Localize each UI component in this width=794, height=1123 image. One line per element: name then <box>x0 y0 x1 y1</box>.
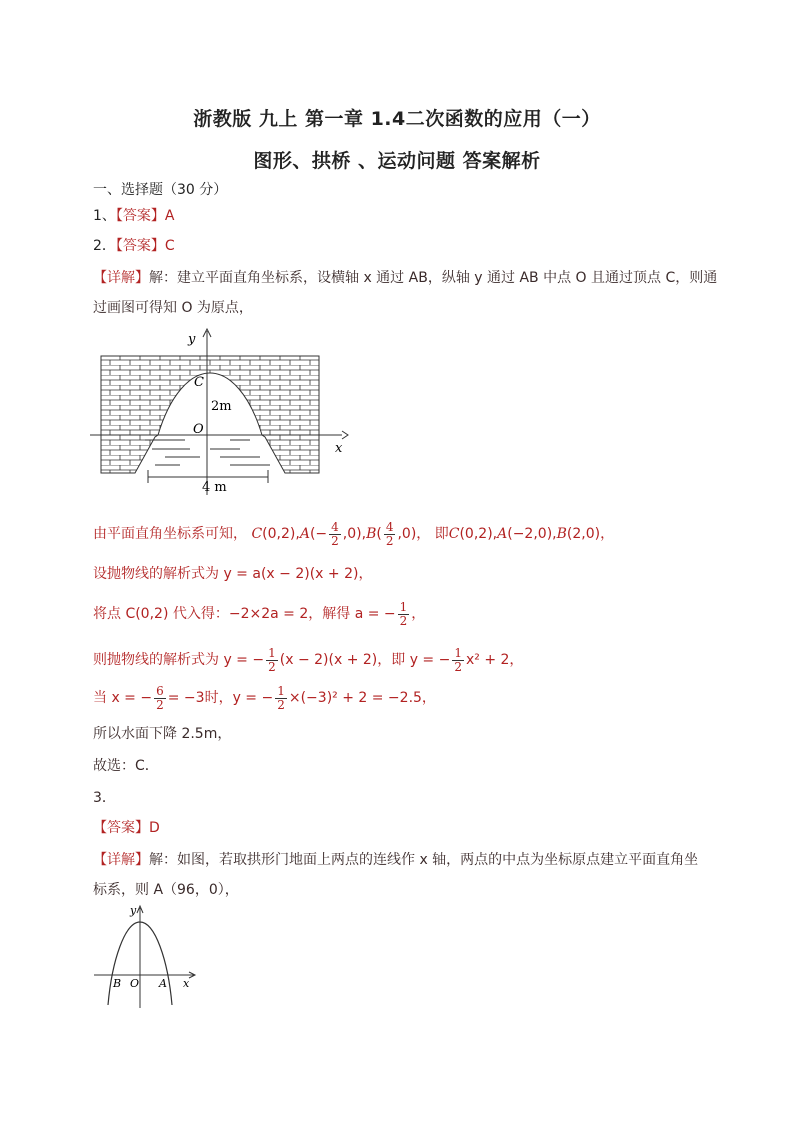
fig1-c-label: C <box>194 375 204 390</box>
fig2-x-label: x <box>183 977 190 990</box>
q2-step6: 所以水面下降 2.5m， <box>93 726 232 742</box>
q1-number: 1、 <box>93 208 116 224</box>
q3-detail-tag: 【详解】 <box>93 852 149 868</box>
page-subtitle: 图形、拱桥 、运动问题 答案解析 <box>253 150 541 172</box>
q3-answer <box>93 818 160 838</box>
section-heading: 一、选择题（30 分） <box>93 182 228 198</box>
fig2-y-label: y <box>130 904 137 917</box>
q2-answer-tag: 【答案】 <box>115 238 165 254</box>
q2-number: 2． <box>93 238 116 254</box>
q2-step1: 由平面直角坐标系可知， C(0,2),A(− $\frac{4}{2}$ ,0),B( $\frac{4}{2}$ ,0)， 即C(0,2),A(−2,0),B(2,0)， <box>93 519 615 548</box>
brick-wall <box>101 356 319 473</box>
parabola-figure <box>90 900 200 1010</box>
q3-detail-text1: 解：如图，若取拱形门地面上两点的连线作 x 轴，两点的中点为坐标原点建立平面直角坐 <box>149 852 699 868</box>
q3-answer-tag: 【答案】 <box>93 820 149 836</box>
q3-detail-line2: 标系，则 A（96，0）， <box>93 882 239 898</box>
fig2-b-label: B <box>113 977 122 990</box>
q3-detail-line1 <box>93 850 698 870</box>
q1-answer <box>93 206 175 226</box>
fig1-height-label: 2m <box>211 399 232 414</box>
q2-step7: 故选：C． <box>93 758 159 774</box>
fig2-a-label: A <box>159 977 167 990</box>
fig1-width-label: 4 m <box>202 480 227 495</box>
q2-step5: 当 x = − $\frac{6}{2}$ = −3时，y = − $\frac{1}{2}$ ×(−3)² + 2 = −2.5， <box>93 683 436 712</box>
bridge-figure <box>90 325 350 500</box>
q1-answer-tag: 【答案】 <box>115 208 165 224</box>
q2-answer-value: C <box>164 238 175 254</box>
fig1-y-label: y <box>188 332 196 347</box>
q2-detail-line1 <box>93 268 717 288</box>
fig2-o-label: O <box>130 977 140 990</box>
q1-answer-value: A <box>164 208 175 224</box>
fig1-o-label: O <box>193 422 204 437</box>
q2-step2: 设抛物线的解析式为 y = a(x − 2)(x + 2)， <box>93 566 373 582</box>
q3-number: 3． <box>93 790 116 806</box>
page-title: 浙教版 九上 第一章 1.4二次函数的应用（一） <box>193 108 601 130</box>
q2-answer <box>93 236 175 256</box>
q2-detail-tag: 【详解】 <box>93 270 149 286</box>
q2-step3: 将点 C(0,2) 代入得：−2×2a = 2，解得 a = − $\frac{1}{2}$ ， <box>93 599 426 628</box>
q2-detail-text1: 解：建立平面直角坐标系，设横轴 x 通过 AB，纵轴 y 通过 AB 中点 O 且通过顶点 C，则通 <box>149 270 718 286</box>
fig1-x-label: x <box>335 441 343 456</box>
q2-detail-line2: 过画图可得知 O 为原点， <box>93 300 253 316</box>
q2-step4: 则抛物线的解析式为 y = − $\frac{1}{2}$ (x − 2)(x + 2)，即 y = − $\frac{1}{2}$ x² + 2， <box>93 645 524 674</box>
q3-answer-value: D <box>149 820 160 836</box>
